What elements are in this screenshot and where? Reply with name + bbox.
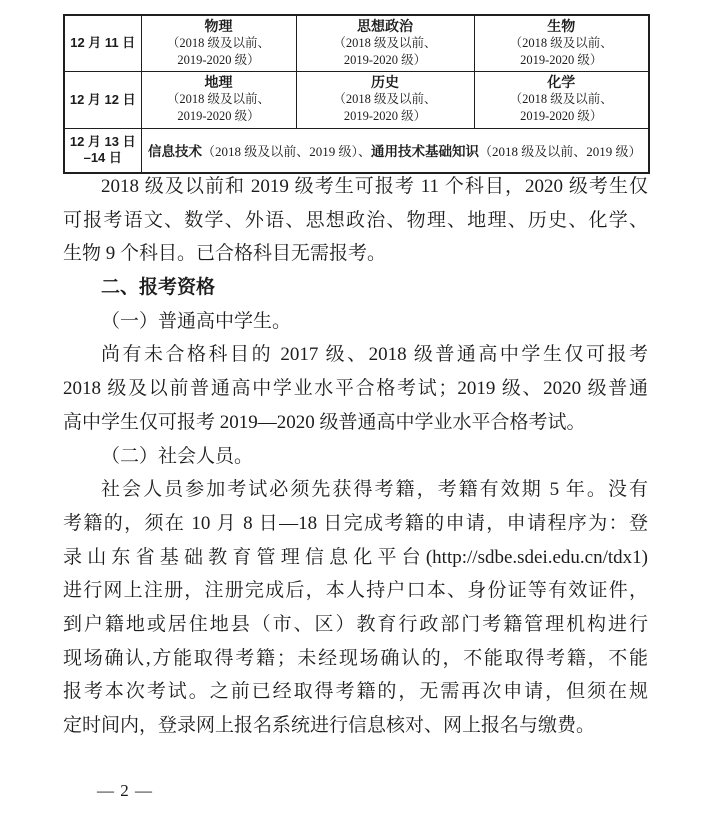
subject-note: 2019-2020 级） <box>520 52 603 67</box>
table-row <box>64 15 649 71</box>
subject-note: （2018 级及以前、 <box>333 92 437 106</box>
paragraph-line: 录山东省基础教育管理信息化平台(http://sdbe.sdei.edu.cn/tdx1) <box>63 546 648 568</box>
merged-subjects <box>144 140 647 160</box>
subject-note: 2019-2020 级） <box>177 52 260 67</box>
subject-note: 2019-2020 级） <box>343 109 427 123</box>
page-number: — 2 — <box>97 781 153 800</box>
subject-name: 地理 <box>204 74 233 90</box>
date-label: –14 日 <box>83 150 122 166</box>
subject-cell <box>296 71 474 128</box>
subject-note: （2018 级及以前、2019 级）、 <box>201 144 371 160</box>
subject-note: 2019-2020 级） <box>177 109 260 123</box>
paragraph-line: 社会人员参加考试必须先获得考籍，考籍有效期 5 年。没有 <box>101 479 648 501</box>
subject-cell <box>296 15 474 71</box>
paragraph-line: 生物 9 个科目。已合格科目无需报考。 <box>63 243 387 265</box>
paragraph-line: 到户籍地或居住地县（市、区）教育行政部门考籍管理机构进行 <box>63 613 648 635</box>
subject-cell <box>474 15 649 71</box>
subject-cell <box>141 15 296 71</box>
subject-cell <box>474 71 649 128</box>
subject-note: （2018 级及以前、 <box>166 35 271 50</box>
exam-schedule-table <box>63 14 650 174</box>
subject-note: （2018 级及以前、2019 级） <box>479 144 642 160</box>
paragraph-line: 进行网上注册，注册完成后，本人持户口本、身份证等有效证件， <box>63 580 648 602</box>
date-cell <box>64 128 141 173</box>
section-heading: 二、报考资格 <box>101 277 216 299</box>
document-body <box>63 170 648 743</box>
subject-name: 物理 <box>204 17 233 34</box>
subject-name: 化学 <box>547 74 576 90</box>
paragraph-line: 2018 级及以前和 2019 级考生可报考 11 个科目，2020 级考生仅 <box>101 176 648 197</box>
subject-name: 历史 <box>371 74 399 90</box>
subject-cell-merged <box>141 128 649 173</box>
subject-name: 生物 <box>547 17 576 34</box>
subject-note: 2019-2020 级） <box>343 52 427 67</box>
subject-note: （2018 级及以前、 <box>509 92 613 106</box>
subject-note: （2018 级及以前、 <box>166 92 271 106</box>
subject-note: 2019-2020 级） <box>520 109 603 123</box>
paragraph-line: 考籍的，须在 10 月 8 日—18 日完成考籍的申请，申请程序为：登 <box>63 512 648 534</box>
paragraph-line: 2018 级及以前普通高中学业水平合格考试；2019 级、2020 级普通 <box>63 378 648 400</box>
subject-cell <box>141 71 296 128</box>
paragraph-line: 可报考语文、数学、外语、思想政治、物理、地理、历史、化学、 <box>63 209 648 231</box>
date-label: 12 月 12 日 <box>69 91 136 107</box>
subject-name: 思想政治 <box>357 17 413 34</box>
subject-name: 信息技术 <box>147 144 202 160</box>
date-label: 12 月 11 日 <box>70 35 136 51</box>
subject-name: 通用技术基础知识 <box>371 144 479 160</box>
paragraph-line: 高中学生仅可报考 2019—2020 级普通高中学业水平合格考试。 <box>63 411 586 433</box>
date-cell <box>64 15 141 71</box>
subject-note: （2018 级及以前、 <box>333 35 437 50</box>
date-label: 12 月 13 日 <box>69 134 136 150</box>
date-cell <box>64 71 141 128</box>
paragraph-line: 报考本次考试。之前已经取得考籍的，无需再次申请，但须在规 <box>63 681 648 703</box>
paragraph-line: （二）社会人员。 <box>101 445 254 467</box>
paragraph-line: （一）普通高中学生。 <box>101 310 292 332</box>
paragraph-line: 尚有未合格科目的 2017 级、2018 级普通高中学生仅可报考 <box>101 344 648 366</box>
paragraph-line: 定时间内，登录网上报名系统进行信息核对、网上报名与缴费。 <box>63 715 596 736</box>
table-row <box>64 128 649 173</box>
subject-note: （2018 级及以前、 <box>509 35 613 50</box>
table-row <box>64 71 649 128</box>
paragraph-line: 现场确认,方能取得考籍；未经现场确认的，不能取得考籍，不能 <box>63 647 648 669</box>
